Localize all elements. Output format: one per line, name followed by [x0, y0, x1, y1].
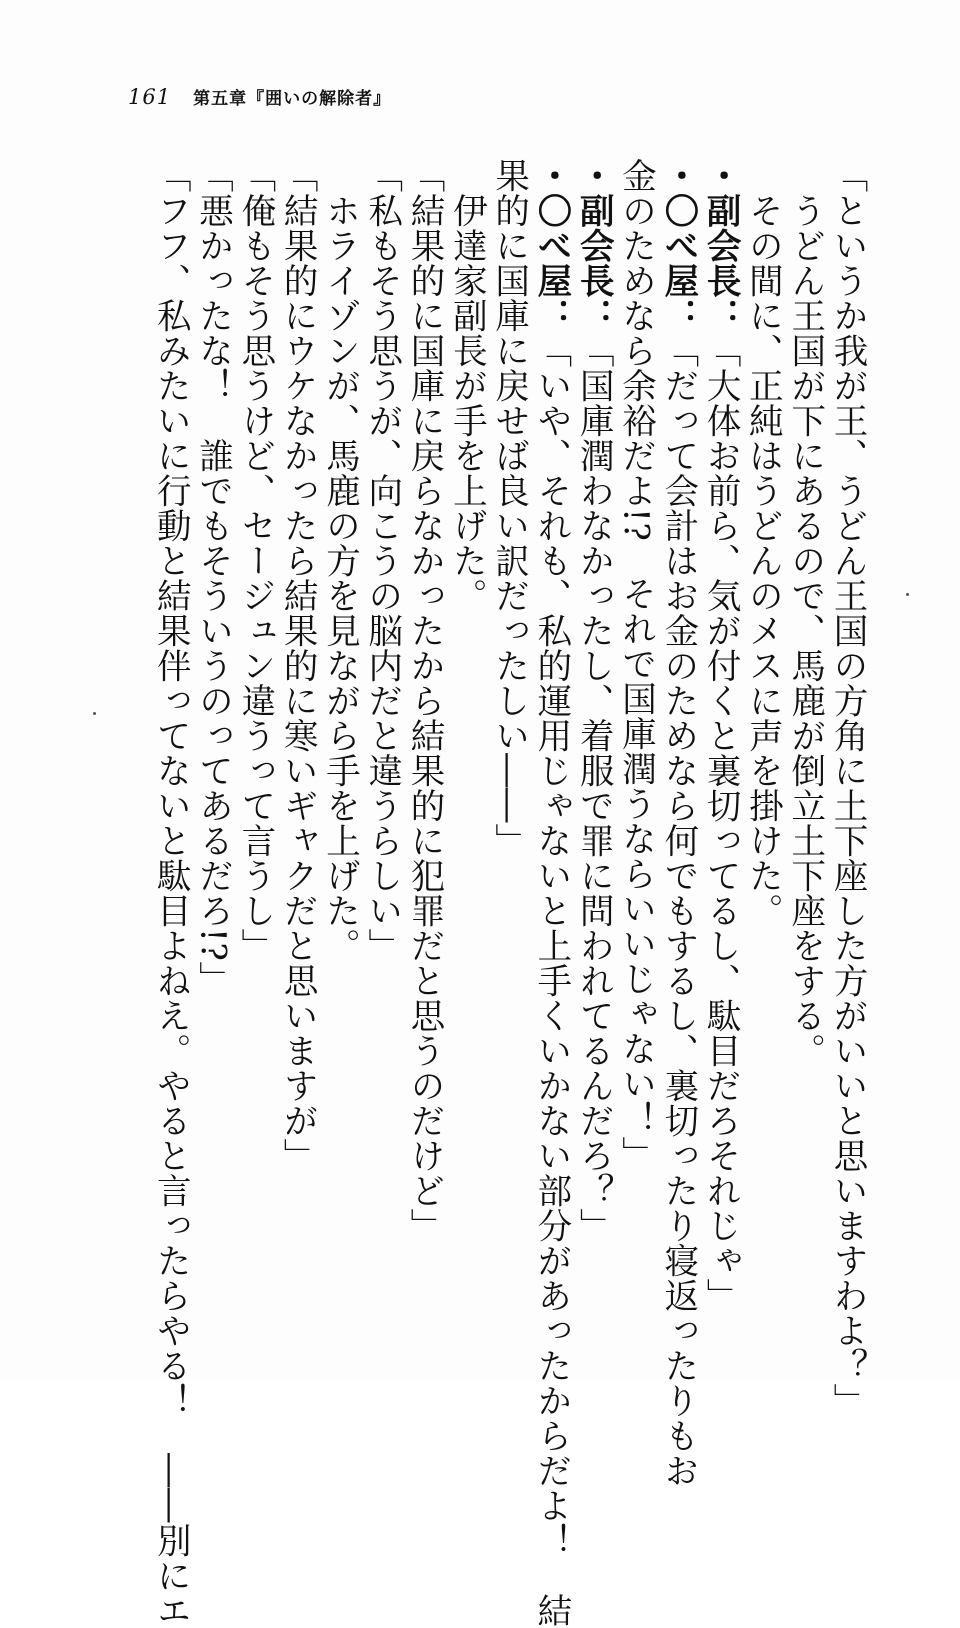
text-line: 「フフ、私みたいに行動と結果伴ってないと駄目よねえ。やると言ったらやる！ ――別にエ: [150, 158, 191, 1628]
speaker-label: ・〇べ屋：: [657, 158, 698, 333]
text-line: ホライゾンが、馬鹿の方を見ながら手を上げた。: [319, 192, 360, 963]
page-number: 161: [128, 85, 172, 109]
dialogue-text: 「いや、それも、私的運用じゃないと上手くいかない部分があったからだよ！ 結: [530, 333, 571, 1628]
text-line: 伊達家副長が手を上げた。: [446, 192, 487, 613]
text-line: [699, 158, 741, 1313]
page-header: [128, 84, 391, 114]
text-line: 「俺もそう思うけど、セージュン違うって言うし」: [234, 158, 275, 963]
text-line: 果的に国庫に戻せば良い訳だったしい――」: [488, 158, 529, 858]
chapter-title: 第五章『囲いの解除者』: [193, 89, 392, 109]
dialogue-text: 「大体お前ら、気が付くと裏切ってるし、駄目だろそれじゃ」: [700, 333, 741, 1313]
body-text: [128, 158, 868, 1628]
text-line: 「結果的に国庫に戻らなかったから結果的に犯罪だと思うのだけど」: [404, 158, 445, 1243]
text-line: その間に、正純はうどんのメスに声を掛けた。: [742, 192, 783, 928]
dialogue-text: 「国庫潤わなかったし、着服で罪に問われてるんだろ？」: [573, 333, 614, 1243]
text-line: 「結果的にウケなかったら結果的に寒いギャクだと思いますが」: [277, 158, 318, 1173]
text-line: うどん王国が下にあるので、馬鹿が倒立土下座をする。: [784, 192, 825, 1068]
text-line: [657, 158, 699, 1488]
speaker-label: ・副会長：: [573, 158, 614, 333]
text-line: 金のためなら余裕だよ!? それで国庫潤うならいいじゃない！」: [615, 158, 656, 1172]
speck-mark: [906, 593, 909, 596]
text-line: 「悪かったな！ 誰でもそういうのってあるだろ!?」: [192, 158, 233, 997]
dialogue-text: 「だって会計はお金のためなら何でもするし、裏切ったり寝返ったりもお: [657, 333, 698, 1488]
speaker-label: ・〇べ屋：: [530, 158, 571, 333]
text-line: [572, 158, 614, 1278]
text-line: 「私もそう思うが、向こうの脳内だと違うらしい」: [361, 158, 402, 963]
text-line: 「というか我が王、うどん王国の方角に土下座した方がいいと思いますわよ？」: [827, 158, 867, 1418]
speaker-label: ・副会長：: [700, 158, 741, 333]
speck-mark: [93, 712, 96, 715]
text-line: [530, 158, 572, 1628]
